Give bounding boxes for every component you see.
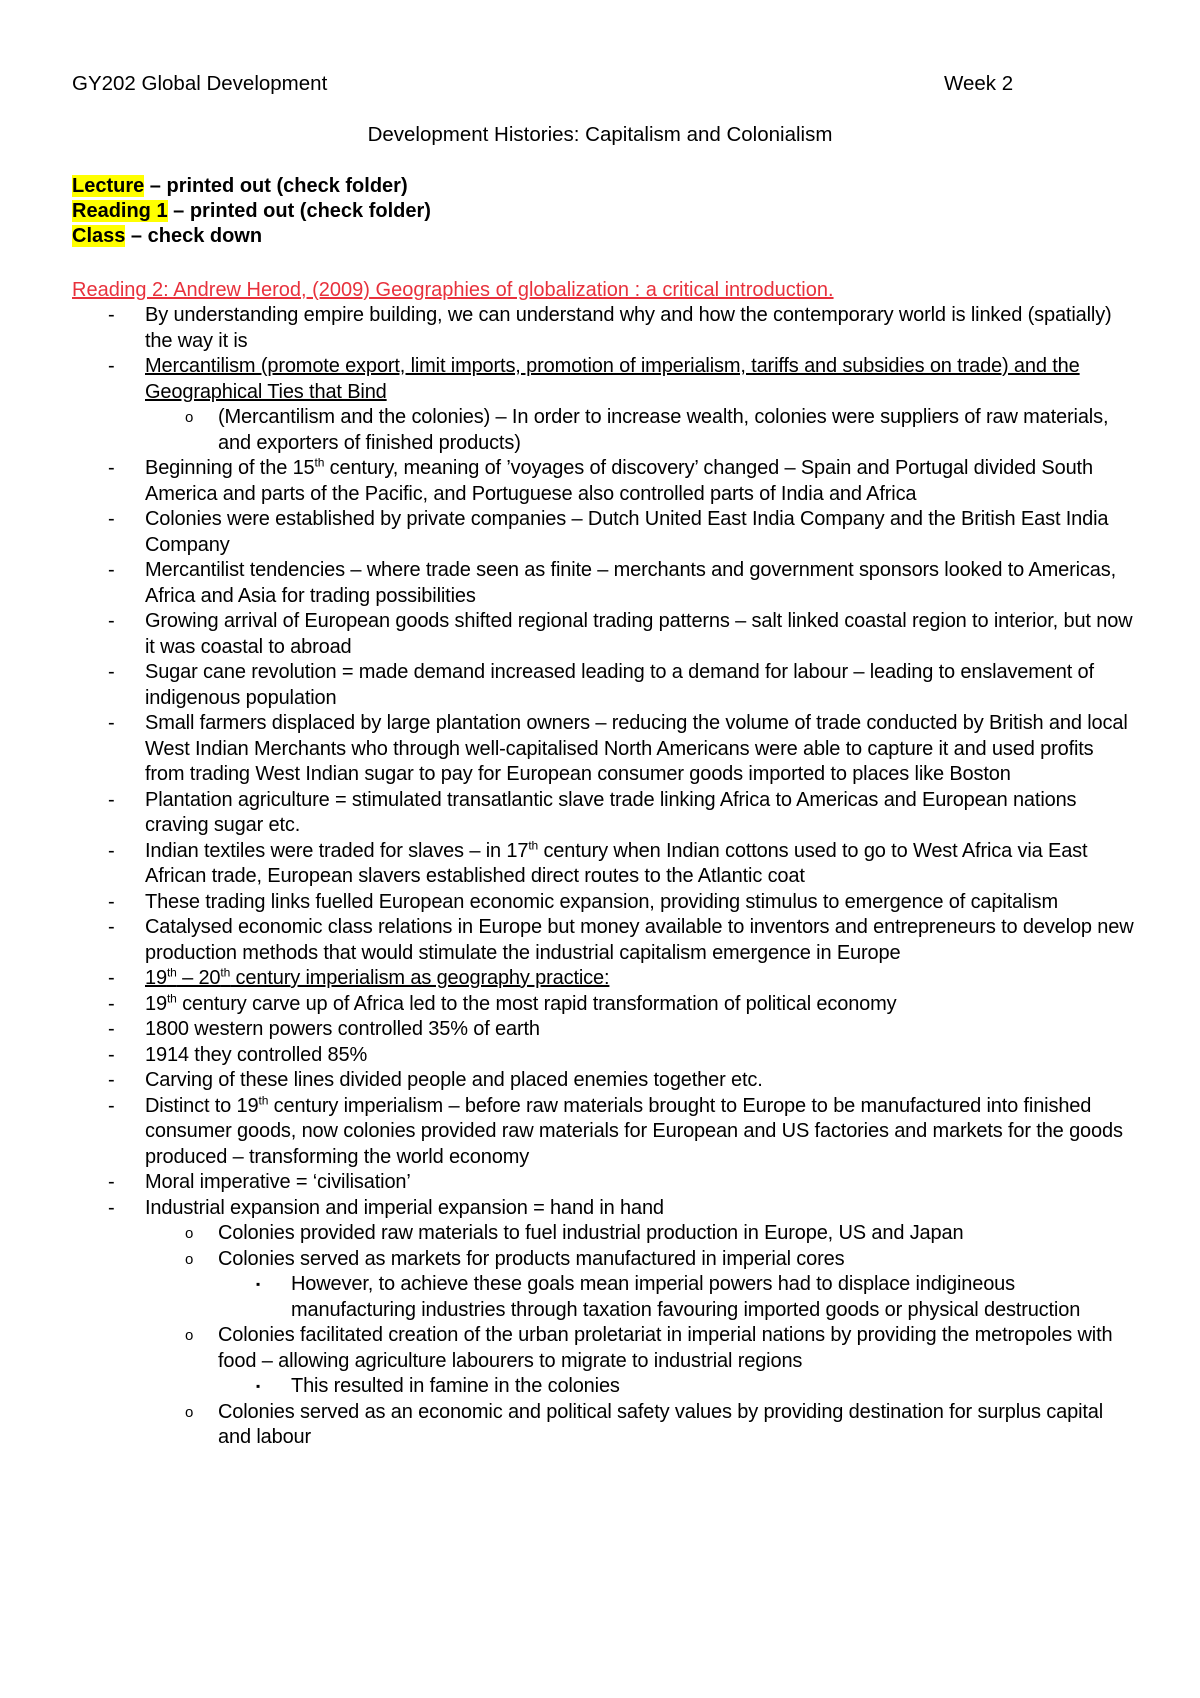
sub-list-item: o Colonies served as an economic and political safety values by providing destination for surplus capital and labour bbox=[185, 1400, 1104, 1448]
dash-bullet: - bbox=[108, 992, 115, 1015]
list-item: - Indian textiles were traded for slaves – in 17th century when Indian cottons used to go to West Africa via East African trade, European slavers established direct routes to the Atlantic coat bbox=[108, 837, 1088, 887]
list-item: - Catalysed economic class relations in Europe but money available to inventors and entrepreneurs to develop new production methods that would stimulate the industrial capitalism emergence in Europe bbox=[108, 916, 1134, 964]
document-title: Development Histories: Capitalism and Colonialism bbox=[367, 123, 833, 146]
square-bullet: ▪ bbox=[256, 1379, 261, 1393]
square-bullet: ▪ bbox=[256, 1277, 261, 1291]
dash-bullet: - bbox=[108, 1018, 115, 1040]
list-item: - Carving of these lines divided people and placed enemies together etc. bbox=[0, 1068, 1135, 1094]
week-label: Week 2 bbox=[944, 72, 1014, 95]
list-item: - 1914 they controlled 85% bbox=[0, 1043, 1135, 1069]
list-item: - Beginning of the 15th century, meaning of ’voyages of discovery’ changed – Spain and Portugal divided South America and parts of the Pacific, and Portuguese also controlled parts of India and Africa bbox=[108, 455, 1093, 505]
circle-bullet: o bbox=[185, 1327, 194, 1344]
sub-sub-list-item: ▪ However, to achieve these goals mean imperial powers had to displace indigineous manufacturing industries through taxation favouring imported goods or physical destruction bbox=[256, 1273, 1081, 1321]
circle-bullet: o bbox=[185, 409, 194, 426]
dash-bullet: - bbox=[108, 508, 115, 530]
page-header bbox=[72, 71, 1016, 97]
sub-list-item: o Colonies facilitated creation of the urban proletariat in imperial nations by providing the metropoles with food – allowing agriculture labourers to migrate to industrial regions bbox=[185, 1324, 1113, 1372]
list-item: - Mercantilist tendencies – where trade seen as finite – merchants and government sponsors looked to Americas, Africa and Asia for trading possibilities bbox=[108, 559, 1116, 607]
sub-sub-list-item: ▪ This resulted in famine in the colonies bbox=[0, 1374, 1135, 1400]
dash-bullet: - bbox=[108, 890, 115, 913]
lecture-note: Lecture – printed out (check folder) bbox=[72, 175, 408, 197]
circle-bullet: o bbox=[185, 1403, 194, 1421]
circle-bullet: o bbox=[185, 1225, 194, 1242]
class-note: Class – check down bbox=[72, 225, 263, 247]
dash-bullet: - bbox=[108, 1196, 115, 1219]
sub-list-item: o (Mercantilism and the colonies) – In order to increase wealth, colonies were suppliers of raw materials, and exporters of finished products) bbox=[185, 406, 1109, 454]
dash-bullet: - bbox=[108, 1069, 115, 1091]
dash-bullet: - bbox=[108, 1043, 115, 1066]
dash-bullet: - bbox=[108, 788, 115, 811]
list-item: - Mercantilism (promote export, limit imports, promotion of imperialism, tariffs and subsidies on trade) and the Geographical Ties that Bind bbox=[108, 355, 1080, 403]
dash-bullet: - bbox=[108, 559, 115, 581]
list-item: - Distinct to 19th century imperialism – before raw materials brought to Europe to be manufactured into finished consumer goods, now colonies provided raw materials for European and US factories and markets for the goods produced – transforming the world economy bbox=[108, 1092, 1123, 1168]
dash-bullet: - bbox=[108, 355, 115, 377]
dash-bullet: - bbox=[108, 839, 115, 862]
list-item: - Industrial expansion and imperial expansion = hand in hand bbox=[0, 1196, 1135, 1222]
dash-bullet: - bbox=[108, 967, 115, 989]
list-item: - 19th century carve up of Africa led to the most rapid transformation of political economy bbox=[0, 992, 1135, 1018]
circle-bullet: o bbox=[185, 1250, 194, 1268]
dash-bullet: - bbox=[108, 610, 115, 632]
list-item: - Plantation agriculture = stimulated transatlantic slave trade linking Africa to Americas and European nations craving sugar etc. bbox=[108, 788, 1077, 836]
dash-bullet: - bbox=[108, 916, 115, 938]
reading2-heading: Reading 2: Andrew Herod, (2009) Geographies of globalization : a critical introduction. bbox=[72, 279, 834, 301]
list-item: - Colonies were established by private companies – Dutch United East India Company and the British East India Company bbox=[108, 508, 1109, 556]
dash-bullet: - bbox=[108, 661, 115, 683]
list-item: - These trading links fuelled European economic expansion, providing stimulus to emergence of capitalism bbox=[0, 890, 1135, 916]
list-item: - Small farmers displaced by large plantation owners – reducing the volume of trade conducted by British and local West Indian Merchants who through well-capitalised North Americans were able to capture it and used profits from trading West Indian sugar to pay for European consumer goods imported to places like Boston bbox=[108, 712, 1128, 785]
lecture-label: Lecture bbox=[72, 175, 145, 197]
dash-bullet: - bbox=[108, 1094, 115, 1117]
reading1-label: Reading 1 bbox=[72, 200, 168, 222]
list-item: - By understanding empire building, we can understand why and how the contemporary world is linked (spatially) the way it is bbox=[108, 304, 1112, 352]
dash-bullet: - bbox=[108, 304, 115, 326]
dash-bullet: - bbox=[108, 457, 115, 479]
list-item: - Sugar cane revolution = made demand increased leading to a demand for labour – leading to enslavement of indigenous population bbox=[108, 661, 1094, 709]
dash-bullet: - bbox=[108, 712, 115, 734]
list-item: - Growing arrival of European goods shifted regional trading patterns – salt linked coastal region to interior, but now it was coastal to abroad bbox=[108, 610, 1133, 658]
sub-list-item: o Colonies provided raw materials to fuel industrial production in Europe, US and Japan bbox=[0, 1221, 1135, 1247]
list-item: - Moral imperative = ‘civilisation’ bbox=[0, 1170, 1135, 1196]
list-item: - 19th – 20th century imperialism as geography practice: bbox=[0, 966, 1135, 992]
materials-checklist bbox=[72, 174, 431, 249]
bullet-list bbox=[0, 303, 1200, 1451]
sub-list-item: o Colonies served as markets for products manufactured in imperial cores bbox=[0, 1247, 1135, 1273]
reading1-note: Reading 1 – printed out (check folder) bbox=[72, 200, 431, 222]
class-label: Class bbox=[72, 225, 126, 247]
list-item: - 1800 western powers controlled 35% of earth bbox=[0, 1017, 1135, 1043]
course-title: GY202 Global Development bbox=[72, 72, 328, 95]
dash-bullet: - bbox=[108, 1171, 115, 1193]
